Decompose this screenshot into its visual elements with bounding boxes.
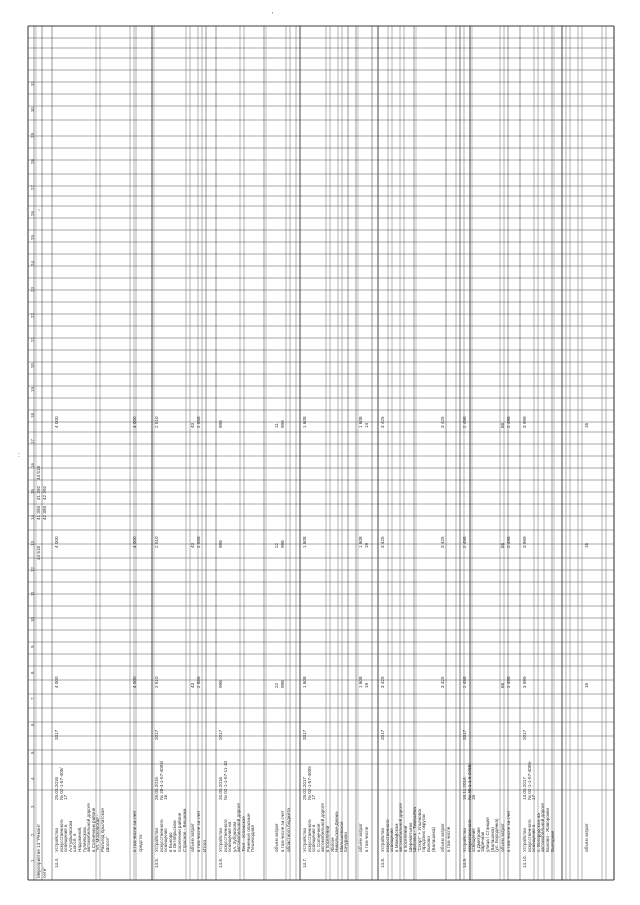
row-name-line: улица / Станция	[485, 817, 490, 852]
header-value: 42 393	[42, 505, 47, 520]
row-name-line: искусственного	[158, 819, 164, 852]
row-name-line: Малышевское	[338, 821, 344, 852]
row-name-line: (Балашиха)	[489, 827, 495, 852]
row-value: 998	[218, 680, 223, 688]
row-name-line: в поселении	[403, 825, 408, 852]
row-name-line: Шереметьево	[407, 822, 413, 852]
row-name-line: Надыкиной,	[77, 826, 82, 852]
column-number-label: 24	[30, 261, 35, 266]
subrow-value: 68	[500, 682, 505, 688]
column-number-label: 23	[30, 287, 35, 292]
subrow-value: 43	[190, 542, 195, 548]
row-name-line: автомобильной дороге	[540, 803, 546, 852]
row-name-line: в Быково	[167, 832, 173, 852]
row-name-line: в Можайском	[393, 823, 399, 852]
subrow-label: объем затрат	[584, 823, 589, 852]
row-year: 2017	[302, 729, 307, 740]
subrow-value: 19	[364, 682, 369, 688]
row-document-line: № 20-4-1-57-4005/	[158, 760, 164, 800]
header-value: 44 518	[36, 465, 41, 480]
row-value: 3 999	[522, 676, 527, 688]
row-value: 3 999	[522, 416, 527, 428]
column-number-label: 4	[30, 777, 35, 780]
row-value: 2 510	[154, 536, 159, 548]
row-document-line: 16	[163, 794, 169, 800]
subrow-label: объем затрат	[440, 823, 445, 852]
subrow-label: Итого	[202, 839, 207, 852]
subrow-value: 998	[280, 540, 285, 548]
row-value: 2 510	[154, 416, 159, 428]
row-name-line: Устройство	[380, 827, 385, 852]
subrow-label: областного бюджета	[286, 808, 291, 852]
column-number-label: 1	[30, 859, 35, 862]
row-name-line: Устройство	[522, 827, 527, 852]
row-name-line: шоссе, в	[72, 833, 78, 852]
row-number: 14.5.	[154, 857, 159, 868]
row-name-line: Быково	[426, 836, 431, 852]
row-name-line: "Спорт" + Ульяновск	[416, 808, 422, 852]
subrow-value: 3 425	[440, 416, 445, 428]
column-number-label: 26	[30, 211, 35, 216]
row-name-line: Алтуфьевском	[67, 820, 73, 852]
column-number-label: 25	[30, 235, 35, 240]
column-number-label: 5	[30, 751, 35, 754]
row-value: 1 608	[302, 536, 307, 548]
row-name-line: освещения в	[531, 824, 537, 852]
row-value: 1 608	[302, 416, 307, 428]
subrow-label: объем затрат	[500, 823, 505, 852]
row-value: 3 425	[380, 676, 385, 688]
column-number-label: 13	[30, 541, 35, 546]
row-year: 2017	[218, 729, 223, 740]
row-year: 2017	[54, 729, 59, 740]
row-name-line: в Дмитрове	[475, 827, 481, 852]
row-document-line: 16	[471, 794, 477, 800]
row-value: 2 498	[462, 536, 467, 548]
column-number-label: 17	[30, 439, 35, 444]
row-name-line: искусственного	[222, 819, 228, 852]
subrow-value: 1 608	[358, 416, 363, 428]
row-document-line: 25.03.2016	[54, 777, 59, 800]
row-name-line: Шоссе"	[104, 836, 110, 852]
row-document-line: № 02-1-57-4005	[306, 766, 312, 800]
row-name-line: (Балашиха)	[430, 827, 436, 852]
row-name-line: Устройство	[218, 827, 223, 852]
row-name-line: освещения	[471, 828, 477, 852]
row-value: 998	[218, 540, 223, 548]
subrow-value: 43	[190, 422, 195, 428]
subrow-value: 19	[364, 542, 369, 548]
subrow-label: объем затрат	[274, 823, 279, 852]
subrow-value: 3 425	[440, 676, 445, 688]
column-number-label: 11	[30, 591, 35, 596]
row-name-line: Жилое	[329, 837, 335, 852]
column-number-label: 2	[30, 833, 35, 836]
column-number-label: 8	[30, 671, 35, 674]
column-number-label: 30	[30, 107, 35, 112]
row-year: 2017	[522, 729, 527, 740]
row-name-line: ул. Зубовском	[231, 821, 237, 852]
row-document-line: № 02-1-1-57-11-10	[222, 760, 228, 800]
row-name-line: освещения	[163, 828, 169, 852]
subrow-value: 1 608	[358, 676, 363, 688]
column-number-label: 12	[30, 567, 35, 572]
row-name-line: Устройство	[54, 827, 59, 852]
row-number: 14.4.	[54, 857, 59, 868]
subrow-value: 22	[274, 682, 279, 688]
subrow-value: 4 000	[132, 416, 137, 428]
column-number-label: 9	[30, 645, 35, 648]
subrow-label: объем затрат	[358, 823, 363, 852]
row-name-line: Заречная	[480, 831, 486, 852]
subrow-value: 2 498	[506, 676, 511, 688]
row-name-line: Выездная	[549, 830, 555, 852]
row-document-line: 16.11.2016	[462, 777, 467, 800]
row-name-line: Устройство	[154, 827, 159, 852]
row-name-line: в Солнечном районе	[90, 807, 96, 852]
row-name-line: автомобильной дороге	[86, 803, 92, 852]
row-value: 4 000	[54, 536, 59, 548]
header-label: Мероприятие 14 "Ремонт	[36, 824, 41, 878]
header-label: сети"	[42, 867, 47, 878]
row-name-line: искусственного	[306, 819, 312, 852]
row-name-line: в Октябрьском	[172, 820, 178, 852]
row-value: 3 425	[380, 536, 385, 548]
row-name-line: Пешеходная	[250, 825, 256, 852]
row-name-line: Раненые опасные	[245, 813, 251, 852]
subrow-value: 16	[584, 682, 589, 688]
row-document-line: № 02-1-57-405/	[58, 767, 64, 800]
row-name-line: в поселении	[325, 825, 330, 852]
row-name-line: Разъезд Крылатское	[100, 808, 105, 852]
column-number-label: 31	[30, 81, 35, 86]
row-year: 2017	[380, 729, 385, 740]
row-value: 2 498	[462, 676, 467, 688]
header-value: 44 518	[36, 545, 41, 560]
header-value: 41 392	[36, 485, 41, 500]
column-number-label: 27	[30, 185, 35, 190]
row-name-line: Устройство	[302, 827, 307, 852]
row-document-line: 20.05.2016	[218, 777, 223, 800]
row-name-line: п. Солнечное	[315, 823, 321, 852]
row-name-line: искусственного	[466, 819, 472, 852]
row-name-line: Устройство	[462, 827, 467, 852]
column-number-label: 3	[30, 805, 35, 808]
row-year: 2017	[462, 729, 467, 740]
subrow-value: 3 425	[440, 536, 445, 548]
subrow-value: 4 000	[132, 536, 137, 548]
scan-speck: :	[18, 452, 20, 459]
column-number-label: 29	[30, 133, 35, 138]
subrow-value: 16	[584, 542, 589, 548]
row-name-line: освещения на	[227, 821, 233, 852]
row-value: 4 000	[54, 416, 59, 428]
subrow-label: в том числе за счет	[280, 810, 285, 852]
row-value: 2 498	[462, 416, 467, 428]
subrow-value: 2 558	[196, 536, 201, 548]
subrow-value: 14	[364, 422, 369, 428]
row-name-line: Шиловск - Тимашёва	[412, 807, 418, 852]
row-document-line: 17	[63, 794, 69, 800]
row-document-line: № 02-1-1-57-4006-	[526, 760, 532, 800]
subrow-value: 4 000	[132, 676, 137, 688]
row-name-line: освещения в	[311, 824, 317, 852]
header-value: 41 393	[36, 505, 41, 520]
subrow-value: 2 558	[196, 416, 201, 428]
row-name-line: освещения в	[63, 824, 69, 852]
row-name-line: Тент - Успенское	[241, 816, 246, 852]
row-value: 1 608	[302, 676, 307, 688]
column-number-label: 28	[30, 159, 35, 164]
row-number: 14.6.	[218, 857, 223, 868]
row-document-line: 17	[311, 794, 317, 800]
column-number-label: 14	[30, 515, 35, 520]
scan-speck: ,	[38, 205, 40, 212]
subrow-label: в том числе за счет	[132, 810, 137, 852]
scan-speck: '	[272, 12, 274, 19]
column-number-label: 22	[30, 313, 35, 318]
row-name-line: п. Богородском на	[535, 813, 541, 852]
row-number: 14.9.	[462, 857, 467, 868]
row-value: 3 425	[380, 416, 385, 428]
row-document-line: № 40-1-1-6-0468/	[466, 763, 472, 800]
row-name-line: искусственного	[526, 819, 532, 852]
column-number-label: 7	[30, 697, 35, 700]
subrow-value: 68	[500, 542, 505, 548]
row-number: 14.10.	[522, 855, 527, 868]
column-number-label: 10	[30, 617, 35, 622]
row-value: 998	[218, 420, 223, 428]
row-name-line: Гуляевском,	[81, 826, 87, 852]
row-document-line: 13.05.2017	[522, 777, 527, 800]
subrow-label: в том числе за счет	[506, 810, 511, 852]
row-name-line: Быково - Жаворонки	[545, 808, 550, 852]
header-value: 42 392	[42, 485, 47, 500]
row-number: 14.7.	[302, 857, 307, 868]
subrow-label: в том числе	[364, 826, 369, 852]
row-name-line: искусственного	[58, 819, 64, 852]
row-document-line: 28.02.2017	[302, 777, 307, 800]
column-number-label: 20	[30, 363, 35, 368]
row-value: 2 510	[154, 676, 159, 688]
column-number-label: 18	[30, 413, 35, 418]
subrow-label: средств:	[138, 833, 143, 852]
subrow-label: объем затрат	[190, 823, 195, 852]
subrow-label: в том числе за счет	[196, 810, 201, 852]
row-name-line: Кочурино	[343, 832, 349, 852]
row-year: 2017	[154, 729, 159, 740]
subrow-value: 2 498	[506, 416, 511, 428]
subrow-value: 1 608	[358, 536, 363, 548]
row-value: 3 999	[522, 536, 527, 548]
row-number: 14.8.	[380, 857, 385, 868]
subrow-value: 998	[280, 420, 285, 428]
row-name-line: "Ул. Московская -	[95, 814, 101, 852]
row-name-line: Никольское-Деяна-	[334, 810, 340, 852]
column-number-label: 21	[30, 337, 35, 342]
subrow-value: 43	[190, 682, 195, 688]
column-number-label: 6	[30, 723, 35, 726]
row-name-line: искусственного	[384, 819, 390, 852]
column-number-label: 16	[30, 463, 35, 468]
row-document-line: 26.05.2015	[154, 777, 159, 800]
row-name-line: поселении районе	[177, 812, 182, 852]
subrow-value: 2 498	[506, 536, 511, 548]
row-name-line: (ул. Бороденка)	[494, 818, 500, 852]
column-number-label: 19	[30, 387, 35, 392]
row-name-line: городских округах	[421, 813, 427, 852]
row-name-line: Страсное - Вешняки	[181, 808, 187, 852]
row-name-line: освещения	[389, 828, 395, 852]
row-value: 4 000	[54, 676, 59, 688]
row-name-line: автомобильной дороге	[320, 803, 326, 852]
subrow-value: 22	[274, 542, 279, 548]
column-number-label: 15	[30, 489, 35, 494]
subrow-label: в том числе	[446, 826, 451, 852]
row-name-line: автомобильной дороге	[236, 803, 242, 852]
row-name-line: автомобильной дороге	[398, 803, 404, 852]
subrow-value: 11	[274, 423, 279, 428]
subrow-value: 68	[500, 422, 505, 428]
subrow-value: 2 858	[196, 676, 201, 688]
row-document-line: 17	[531, 794, 537, 800]
subrow-value: 998	[280, 680, 285, 688]
subrow-value: 16	[584, 422, 589, 428]
